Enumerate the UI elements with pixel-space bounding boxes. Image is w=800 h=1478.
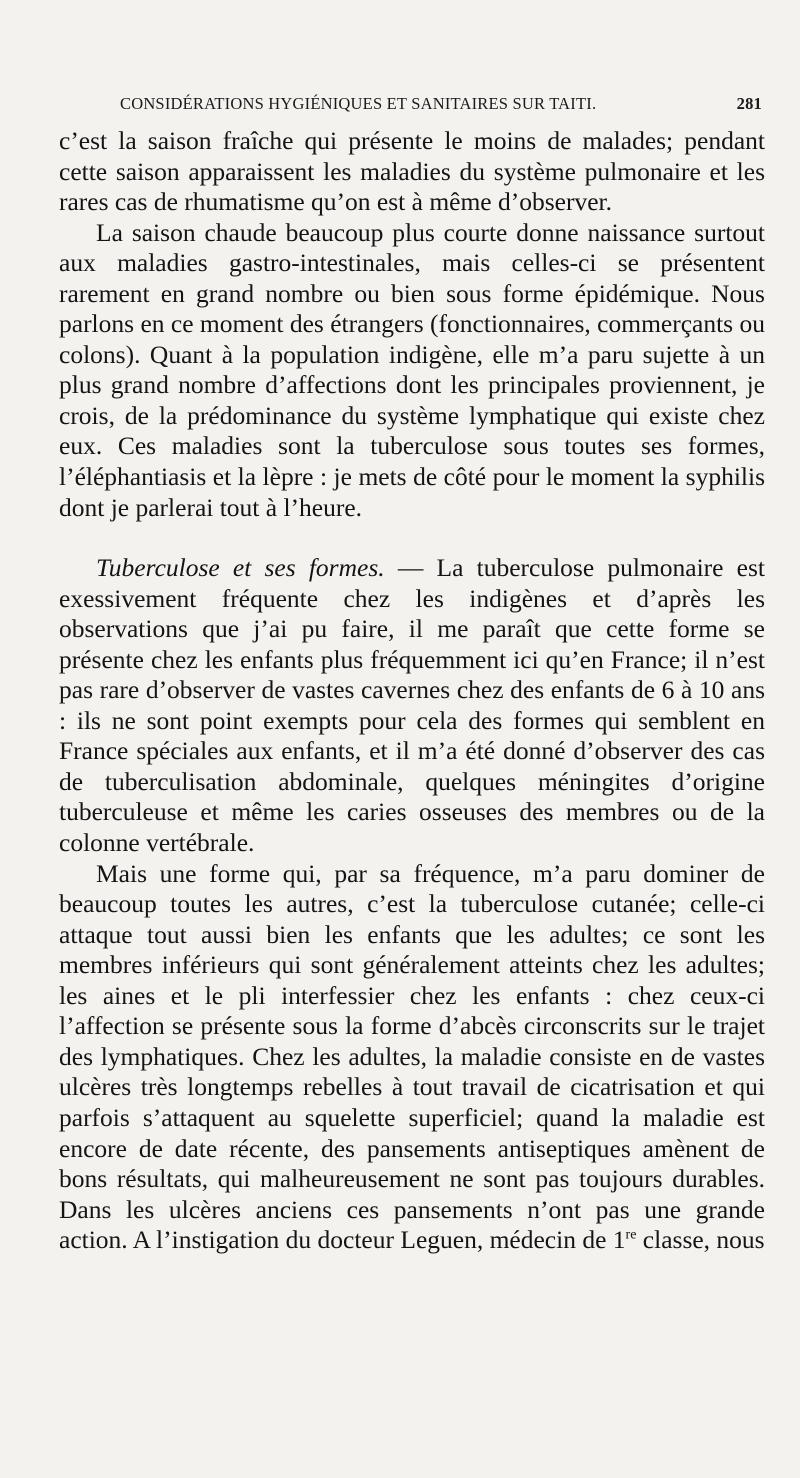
paragraph-3: [59, 553, 765, 858]
running-title: CONSIDÉRATIONS HYGIÉNIQUES ET SANITAIRES SUR TAITI.: [120, 94, 597, 113]
running-header: [92, 94, 762, 120]
section-heading: Tuberculose et ses formes.: [96, 553, 385, 583]
paragraph-1: c’est la saison fraîche qui présente le moins de malades; pendant cette saison apparaissent les maladies du système pulmonaire et les rares cas de rhumatisme qu’on est à même d’observer.: [59, 126, 765, 217]
paragraph-3-text: — La tuberculose pulmonaire est exessivement fréquente chez les indigènes et d’après les observations que j’ai pu faire, il me paraît que cette forme se présente chez les enfants plus fréquemment ici qu’en France; il n’est pas rare d’observer de vastes cavernes chez des enfants de 6 à 10 ans : ils ne sont point exempts pour cela des formes qui semblent en France spéciales aux enfants, et il m’a été donné d’observer des cas de tuberculisation abdominale, quelques méningites d’origine tuberculeuse et même les caries osseuses des membres ou de la colonne vertébrale.: [59, 553, 765, 858]
paragraph-4-text: Mais une forme qui, par sa fréquence, m’a paru dominer de beaucoup toutes les autres, c’est la tuberculose cutanée; celle-ci attaque tout aussi bien les enfants que les adultes; ce sont les membres inférieurs qui sont généralement atteints chez les adultes; les aines et le pli interfessier chez les enfants : chez ceux-ci l’affection se présente sous la forme d’abcès circonscrits sur le trajet des lymphatiques. Chez les adultes, la maladie consiste en de vastes ulcères très longtemps rebelles à tout travail de cicatrisation et qui parfois s’attaquent au squelette superficiel; quand la maladie est encore de date récente, des pansements antiseptiques amènent de bons résultats, qui malheureusement ne sont pas toujours durables. Dans les ulcères anciens ces pansements n’ont pas une grande action. A l’instigation du docteur Leguen, médecin de 1: [59, 858, 765, 1255]
paragraph-4-end: classe, nous: [636, 1225, 765, 1255]
page-number: 281: [736, 94, 762, 113]
paragraph-4: [59, 859, 765, 1256]
body-text: [59, 126, 765, 1256]
ordinal-superscript: re: [625, 1227, 637, 1243]
paragraph-2: La saison chaude beaucoup plus courte donne naissance surtout aux maladies gastro-intestinales, mais celles-ci se présentent rarement en grand nombre ou bien sous forme épidémique. Nous parlons en ce moment des étrangers (fonctionnaires, commerçants ou colons). Quant à la population indigène, elle m’a paru sujette à un plus grand nombre d’affections dont les principales proviennent, je crois, de la prédominance du système lymphatique qui existe chez eux. Ces maladies sont la tuberculose sous toutes ses formes, l’éléphantiasis et la lèpre : je mets de côté pour le moment la syphilis dont je parlerai tout à l’heure.: [59, 217, 765, 522]
